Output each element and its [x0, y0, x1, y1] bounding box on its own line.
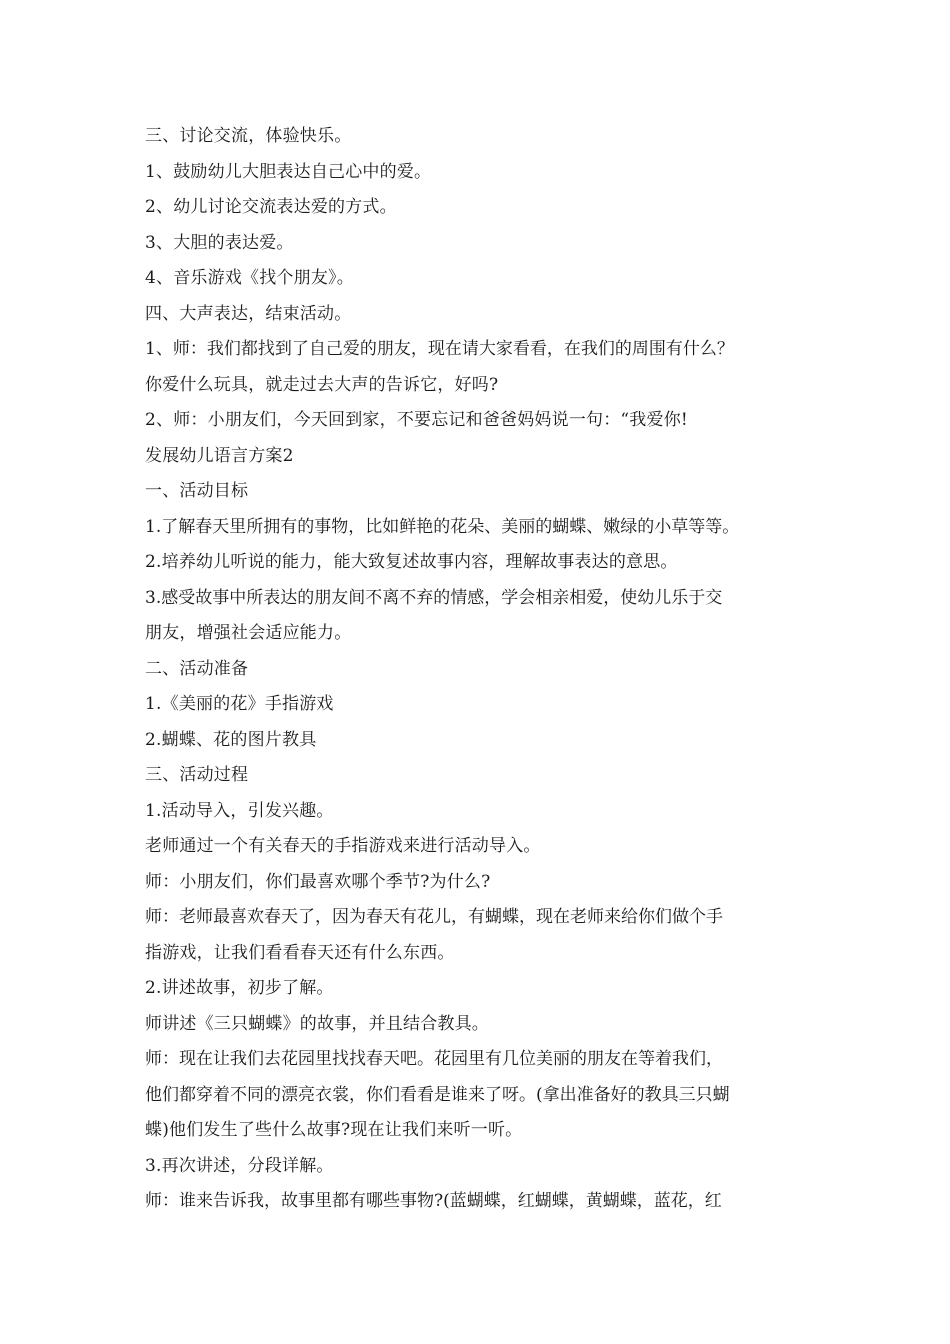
paragraph: 3、大胆的表达爱。	[145, 232, 294, 253]
paragraph: 3.再次讲述，分段详解。	[145, 1155, 334, 1176]
section-heading: 二、活动准备	[145, 658, 249, 679]
paragraph: 师：小朋友们，你们最喜欢哪个季节?为什么?	[145, 871, 491, 892]
paragraph: 2、幼儿讨论交流表达爱的方式。	[145, 197, 397, 217]
section-heading: 三、讨论交流，体验快乐。	[145, 126, 352, 146]
paragraph: 2、师：小朋友们，今天回到家，不要忘记和爸爸妈妈说一句：“我爱你!	[145, 410, 688, 430]
paragraph: 2.培养幼儿听说的能力，能大致复述故事内容，理解故事表达的意思。	[145, 552, 678, 572]
section-heading: 一、活动目标	[145, 481, 249, 501]
paragraph: 1.了解春天里所拥有的事物，比如鲜艳的花朵、美丽的蝴蝶、嫩绿的小草等等。	[145, 516, 740, 537]
paragraph: 你爱什么玩具，就走过去大声的告诉它，好吗?	[145, 374, 499, 395]
paragraph: 3.感受故事中所表达的朋友间不离不弃的情感，学会相亲相爱，使幼儿乐于交	[145, 587, 723, 608]
document-body	[145, 119, 810, 1220]
paragraph: 4、音乐游戏《找个朋友》。	[145, 268, 354, 288]
paragraph: 1.活动导入，引发兴趣。	[145, 800, 334, 821]
paragraph: 蝶)他们发生了些什么故事?现在让我们来听一听。	[145, 1120, 523, 1140]
section-heading: 三、活动过程	[145, 765, 249, 785]
paragraph: 指游戏，让我们看看春天还有什么东西。	[145, 942, 455, 963]
section-heading: 四、大声表达，结束活动。	[145, 303, 352, 324]
paragraph: 老师通过一个有关春天的手指游戏来进行活动导入。	[145, 836, 541, 856]
paragraph: 师：老师最喜欢春天了，因为春天有花儿，有蝴蝶，现在老师来给你们做个手	[145, 907, 723, 927]
paragraph: 1、师：我们都找到了自己爱的朋友，现在请大家看看，在我们的周围有什么？	[145, 339, 734, 359]
paragraph: 1.《美丽的花》手指游戏	[145, 694, 334, 714]
paragraph: 朋友，增强社会适应能力。	[145, 623, 352, 643]
paragraph: 2.讲述故事，初步了解。	[145, 978, 334, 998]
paragraph: 师讲述《三只蝴蝶》的故事，并且结合教具。	[145, 1013, 489, 1034]
paragraph: 师：现在让我们去花园里找找春天吧。花园里有几位美丽的朋友在等着我们，	[145, 1049, 723, 1069]
paragraph: 他们都穿着不同的漂亮衣裳，你们看看是谁来了呀。(拿出准备好的教具三只蝴	[145, 1084, 730, 1105]
document-title: 发展幼儿语言方案2	[145, 445, 294, 466]
paragraph: 师：谁来告诉我，故事里都有哪些事物?(蓝蝴蝶，红蝴蝶，黄蝴蝶，蓝花，红	[145, 1191, 722, 1211]
paragraph: 2.蝴蝶、花的图片教具	[145, 729, 317, 750]
paragraph: 1、鼓励幼儿大胆表达自己心中的爱。	[145, 161, 432, 182]
